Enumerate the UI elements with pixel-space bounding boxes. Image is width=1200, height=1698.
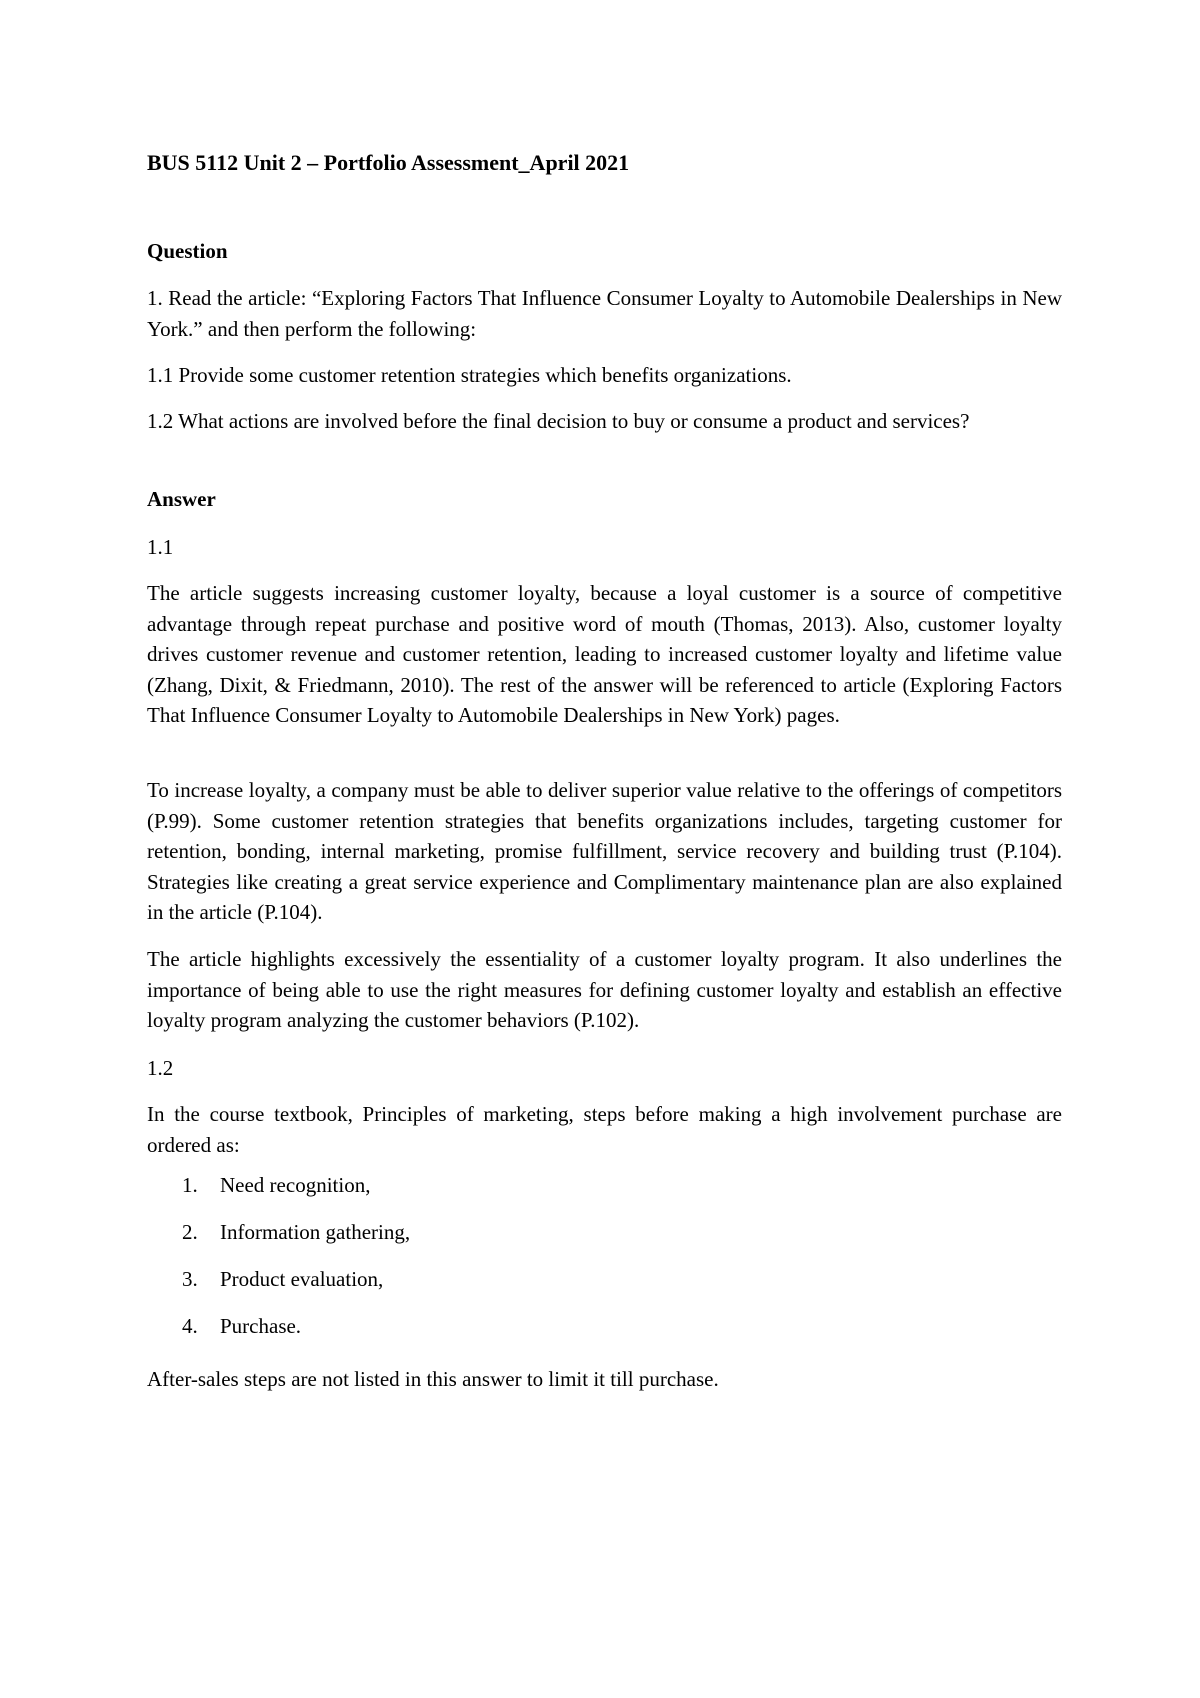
list-marker: 4. <box>182 1314 198 1338</box>
document-page <box>147 0 1062 1698</box>
purchase-steps-list <box>182 1170 410 1358</box>
list-item-text: Purchase. <box>220 1314 302 1338</box>
list-item <box>182 1264 410 1311</box>
question-1: 1. Read the article: “Exploring Factors That Influence Consumer Loyalty to Automobile Dealerships in New York.” and then perform the following: <box>147 286 1062 341</box>
list-item <box>182 1170 410 1217</box>
answer-1-1-paragraph-1: The article suggests increasing customer loyalty, because a loyal customer is a source of competitive advantage through repeat purchase and positive word of mouth (Thomas, 2013). Also, customer loyalty drives customer revenue and customer retention, leading to increased customer loyalty and lifetime value (Zhang, Dixit, & Friedmann, 2010). The rest of the answer will be referenced to article (Exploring Factors That Influence Consumer Loyalty to Automobile Dealerships in New York) pages. <box>147 581 1062 727</box>
list-marker: 1. <box>182 1173 198 1197</box>
answer-1-2-paragraph-1: In the course textbook, Principles of marketing, steps before making a high involvement purchase are ordered as: <box>147 1102 1062 1157</box>
list-item-text: Information gathering, <box>220 1220 411 1244</box>
list-marker: 2. <box>182 1220 198 1244</box>
question-1-2: 1.2 What actions are involved before the final decision to buy or consume a product and services? <box>147 409 970 433</box>
list-item <box>182 1311 410 1358</box>
list-item-text: Product evaluation, <box>220 1267 384 1291</box>
question-1-1: 1.1 Provide some customer retention strategies which benefits organizations. <box>147 363 792 387</box>
answer-1-1-label: 1.1 <box>147 535 174 559</box>
list-item <box>182 1217 410 1264</box>
question-heading: Question <box>147 239 228 263</box>
answer-1-2-label: 1.2 <box>147 1056 174 1080</box>
document-title: BUS 5112 Unit 2 – Portfolio Assessment_April 2021 <box>147 150 630 175</box>
answer-1-1-paragraph-2: To increase loyalty, a company must be able to deliver superior value relative to the offerings of competitors (P.99). Some customer retention strategies that benefits organizations includes, targeting customer for retention, bonding, internal marketing, promise fulfillment, service recovery and building trust (P.104). Strategies like creating a great service experience and Complimentary maintenance plan are also explained in the article (P.104). <box>147 778 1062 924</box>
list-item-text: Need recognition, <box>220 1173 371 1197</box>
closing-paragraph: After-sales steps are not listed in this answer to limit it till purchase. <box>147 1367 719 1391</box>
list-marker: 3. <box>182 1267 198 1291</box>
answer-1-1-paragraph-3: The article highlights excessively the essentiality of a customer loyalty program. It also underlines the importance of being able to use the right measures for defining customer loyalty and establish an effective loyalty program analyzing the customer behaviors (P.102). <box>147 947 1062 1032</box>
answer-heading: Answer <box>147 487 216 511</box>
